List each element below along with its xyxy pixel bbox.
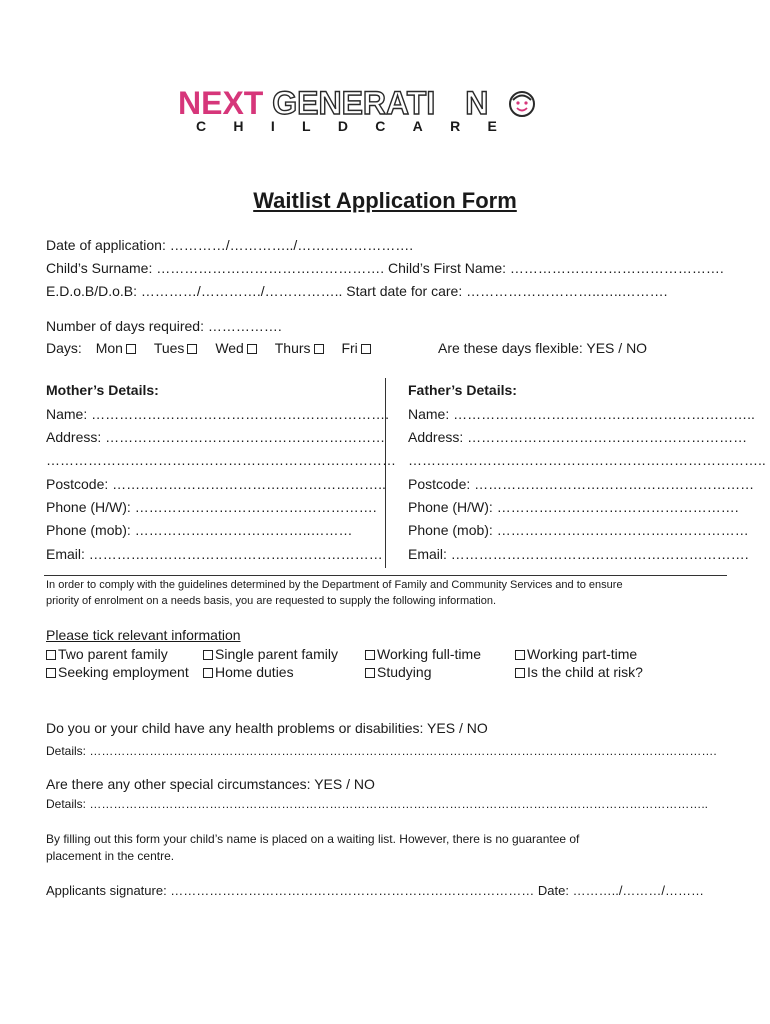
- father-phone-mob-field[interactable]: Phone (mob): ………………………………………………: [408, 522, 749, 538]
- two-parent-checkbox[interactable]: [46, 650, 56, 660]
- child-name-field[interactable]: Child’s Surname: …………………………………………. Child’s First Name: ……………………………………….: [46, 260, 724, 276]
- section-divider: [44, 575, 727, 576]
- logo-next: NEXT: [178, 85, 264, 121]
- seeking-checkbox[interactable]: [46, 668, 56, 678]
- mother-address-field[interactable]: Address: ……………………………………………………: [46, 429, 386, 445]
- special-circumstances-question[interactable]: Are there any other special circumstances: YES / NO: [46, 776, 375, 792]
- health-question[interactable]: Do you or your child have any health problems or disabilities: YES / NO: [46, 720, 488, 736]
- day-fri-label: Fri: [341, 340, 358, 356]
- at-risk-checkbox[interactable]: [515, 668, 525, 678]
- single-parent-checkbox[interactable]: [203, 650, 213, 660]
- days-flexible-question[interactable]: Are these days flexible: YES / NO: [438, 340, 648, 356]
- mother-phone-hw-field[interactable]: Phone (H/W): …………………………………………….: [46, 499, 377, 515]
- logo-wordmark: [178, 86, 488, 120]
- day-tues-checkbox[interactable]: [187, 344, 197, 354]
- option-seeking[interactable]: [46, 664, 189, 680]
- notice-line-1: By filling out this form your child’s name is placed on a waiting list. However, there is no guarantee of: [46, 832, 580, 846]
- home-duties-checkbox[interactable]: [203, 668, 213, 678]
- father-address-line2-field[interactable]: …………………………………………………………………..: [408, 452, 766, 468]
- mother-email-field[interactable]: Email: ………………………………………………………: [46, 546, 383, 562]
- days-label: Days:: [46, 340, 82, 356]
- option-studying[interactable]: [365, 664, 431, 680]
- signature-date-field[interactable]: Applicants signature: ………………………………………………………………………… Date: ………../………/………: [46, 883, 705, 898]
- day-mon-label: Mon: [95, 340, 123, 356]
- seeking-label: Seeking employment: [58, 664, 189, 680]
- mother-postcode-field[interactable]: Postcode: …………………………………………………..: [46, 476, 386, 492]
- father-details-heading: Father’s Details:: [408, 382, 517, 398]
- mother-address-line2-field[interactable]: …………………………………………………………………: [46, 452, 396, 468]
- tick-heading: Please tick relevant information: [46, 627, 241, 643]
- page-title: Waitlist Application Form: [253, 188, 517, 213]
- days-row: [46, 340, 373, 356]
- logo-n: N: [465, 85, 489, 121]
- day-mon-checkbox[interactable]: [126, 344, 136, 354]
- single-parent-label: Single parent family: [215, 646, 338, 662]
- at-risk-label: Is the child at risk?: [527, 664, 643, 680]
- smiley-face-icon: [508, 90, 536, 118]
- working-part-label: Working part-time: [527, 646, 638, 662]
- option-at-risk[interactable]: [515, 664, 643, 680]
- day-wed-checkbox[interactable]: [247, 344, 257, 354]
- guidelines-line-2: priority of enrolment on a needs basis, you are requested to supply the following information.: [46, 595, 497, 607]
- working-full-label: Working full-time: [377, 646, 481, 662]
- guidelines-line-1: In order to comply with the guidelines determined by the Department of Family and Community Services and to ensure: [46, 579, 623, 591]
- working-full-checkbox[interactable]: [365, 650, 375, 660]
- day-tues-label: Tues: [153, 340, 185, 356]
- special-details-field[interactable]: Details: ………………………………………………………………………………………………………………………………………..: [46, 797, 709, 811]
- day-thurs-label: Thurs: [274, 340, 311, 356]
- option-home-duties[interactable]: [203, 664, 294, 680]
- health-details-field[interactable]: Details: ………………………………………………………………………………………………………………………………………….: [46, 744, 717, 758]
- working-part-checkbox[interactable]: [515, 650, 525, 660]
- logo-childcare: CHILDCARE: [196, 118, 525, 134]
- number-of-days-field[interactable]: Number of days required: …………….: [46, 318, 282, 334]
- date-of-application-field[interactable]: Date of application: …………/…………../…………………….: [46, 237, 414, 253]
- home-duties-label: Home duties: [215, 664, 294, 680]
- father-name-field[interactable]: Name: ………………………………………………………..: [408, 406, 755, 422]
- studying-label: Studying: [377, 664, 432, 680]
- option-two-parent[interactable]: [46, 646, 168, 662]
- two-parent-label: Two parent family: [58, 646, 168, 662]
- mother-name-field[interactable]: Name: ……………………………………………………….: [46, 406, 390, 422]
- day-fri-checkbox[interactable]: [361, 344, 371, 354]
- day-wed-label: Wed: [215, 340, 244, 356]
- mother-phone-mob-field[interactable]: Phone (mob): ………………………………..………: [46, 522, 353, 538]
- father-email-field[interactable]: Email: ……………………………………………………….: [408, 546, 749, 562]
- logo-generation: GENERATI: [272, 85, 436, 121]
- father-phone-hw-field[interactable]: Phone (H/W): …………………………………………….: [408, 499, 739, 515]
- option-single-parent[interactable]: [203, 646, 338, 662]
- option-working-part[interactable]: [515, 646, 637, 662]
- father-address-field[interactable]: Address: ……………………………………………………: [408, 429, 748, 445]
- notice-line-2: placement in the centre.: [46, 849, 175, 863]
- mother-details-heading: Mother’s Details:: [46, 382, 159, 398]
- father-postcode-field[interactable]: Postcode: ……………………………………………………: [408, 476, 755, 492]
- dob-start-date-field[interactable]: E.D.o.B/D.o.B: …………/…………./…………….. Start date for care: ………………………..…..……….: [46, 283, 668, 299]
- studying-checkbox[interactable]: [365, 668, 375, 678]
- day-thurs-checkbox[interactable]: [314, 344, 324, 354]
- option-working-full[interactable]: [365, 646, 481, 662]
